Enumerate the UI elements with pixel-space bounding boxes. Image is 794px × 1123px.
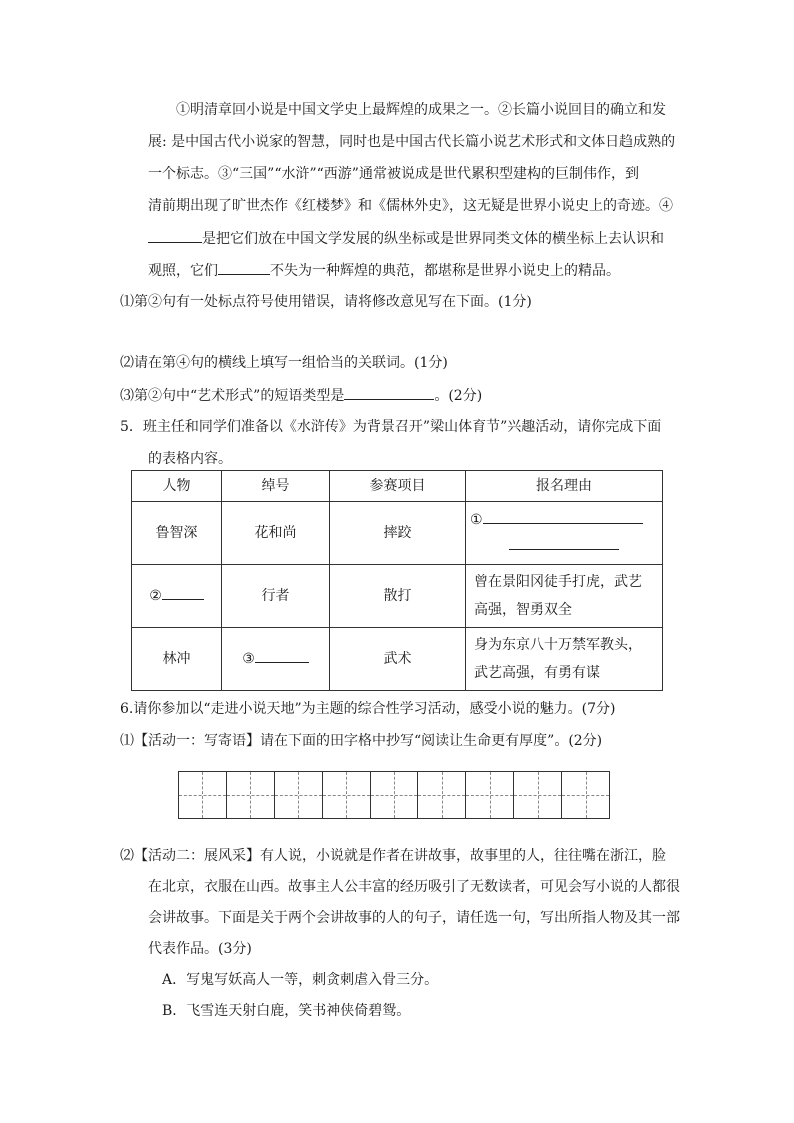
table-header-row [132, 471, 663, 502]
blank-nickname-3[interactable] [255, 648, 309, 663]
activity-1: ⑴【活动一：写寄语】请在下面的田字格中抄写“阅读让生命更有厚度”。(2分) [120, 733, 603, 749]
cell-reason [466, 565, 663, 628]
question-3-end: 。(2分) [434, 388, 483, 404]
question-1: ⑴第②句有一处标点符号使用错误，请将修改意见写在下面。(1分) [120, 294, 532, 310]
passage-line-1: ①明清章回小说是中国文学史上最辉煌的成果之一。②长篇小说回目的确立和发 [176, 102, 666, 118]
grid-cell[interactable] [562, 772, 609, 818]
activity-2-line-1: ⑵【活动二：展风采】有人说，小说就是作者在讲故事，故事里的人，往往嘴在浙江，脸 [120, 848, 666, 864]
cell-name [132, 565, 222, 628]
cell-nickname [222, 628, 330, 691]
cell-reason [466, 628, 663, 691]
reason-text: 曾在景阳冈徒手打虎，武艺高强，智勇双全 [474, 574, 642, 618]
grid-cell[interactable] [418, 772, 466, 818]
table-row [132, 565, 663, 628]
cell-nickname: 行者 [222, 565, 330, 628]
passage-line-6-end: 不失为一种辉煌的典范，都堪称是世界小说史上的精品。 [270, 263, 620, 279]
header-event: 参赛项目 [330, 471, 466, 502]
passage-line-5 [148, 228, 664, 249]
cell-nickname: 花和尚 [222, 502, 330, 565]
blank-name-2[interactable] [162, 585, 204, 600]
table-row [132, 502, 663, 565]
activity-2-line-2: 在北京，衣服在山西。故事主人公丰富的经历吸引了无数读者，可见会写小说的人都很 [148, 879, 680, 895]
activity-2-line-4: 代表作品。(3分) [148, 941, 252, 957]
nickname-marker: ③ [242, 651, 255, 667]
blank-4b[interactable] [218, 260, 270, 275]
reason-text: 身为东京八十万禁军教头，武艺高强，有勇有谋 [474, 637, 642, 681]
header-nickname: 绰号 [222, 471, 330, 502]
reason-marker: ① [470, 512, 483, 528]
grid-cell[interactable] [323, 772, 371, 818]
grid-cell[interactable] [275, 772, 323, 818]
cell-name: 鲁智深 [132, 502, 222, 565]
cell-event: 散打 [330, 565, 466, 628]
cell-event: 摔跤 [330, 502, 466, 565]
question-2: ⑵请在第④句的横线上填写一组恰当的关联词。(1分) [120, 355, 448, 371]
option-a: A．写鬼写妖高人一等，刺贪刺虐入骨三分。 [162, 972, 439, 988]
signup-table [131, 470, 663, 691]
question-5-line-2: 的表格内容。 [148, 451, 232, 467]
passage-line-2: 展: 是中国古代小说家的智慧，同时也是中国古代长篇小说艺术形式和文体日趋成熟的 [148, 134, 676, 150]
table-row [132, 628, 663, 691]
header-character: 人物 [132, 471, 222, 502]
cell-event: 武术 [330, 628, 466, 691]
cell-name: 林冲 [132, 628, 222, 691]
question-5-line-1: 5．班主任和同学们准备以《水浒传》为背景召开”梁山体育节”兴趣活动，请你完成下面 [120, 419, 662, 435]
passage-line-4: 清前期出现了旷世杰作《红楼梦》和《儒林外史》，这无疑是世界小说史上的奇迹。④ [148, 198, 673, 214]
passage-line-6 [148, 260, 620, 281]
option-b: B．飞雪连天射白鹿，笑书神侠倚碧鸳。 [162, 1003, 411, 1019]
grid-cell[interactable] [179, 772, 227, 818]
question-3 [120, 385, 482, 406]
question-3-start: ⑶第②句中“艺术形式”的短语类型是 [120, 388, 345, 404]
question-6-intro: 6.请你参加以“走进小说天地”为主题的综合性学习活动，感受小说的魅力。(7分) [120, 701, 616, 717]
blank-4a[interactable] [148, 228, 202, 243]
grid-cell[interactable] [466, 772, 514, 818]
activity-2-line-3: 会讲故事。下面是关于两个会讲故事的人的句子，请任选一句，写出所指人物及其一部 [148, 910, 680, 926]
name-marker: ② [149, 588, 162, 604]
grid-cell[interactable] [371, 772, 419, 818]
passage-line-5-text: 是把它们放在中国文学发展的纵坐标或是世界同类文体的横坐标上去认识和 [202, 231, 664, 247]
cell-reason [466, 502, 663, 565]
blank-reason-1a[interactable] [483, 509, 643, 524]
passage-line-6-start: 观照，它们 [148, 263, 218, 279]
grid-cell[interactable] [514, 772, 562, 818]
tianzige-grid[interactable] [178, 771, 610, 819]
grid-cell[interactable] [227, 772, 275, 818]
passage-line-3: 一个标志。③“三国”“水浒”“西游”通常被说成是世代累积型建构的巨制伟作，到 [148, 166, 639, 182]
blank-q3[interactable] [344, 385, 434, 400]
header-reason: 报名理由 [466, 471, 663, 502]
blank-reason-1b[interactable] [509, 535, 619, 550]
